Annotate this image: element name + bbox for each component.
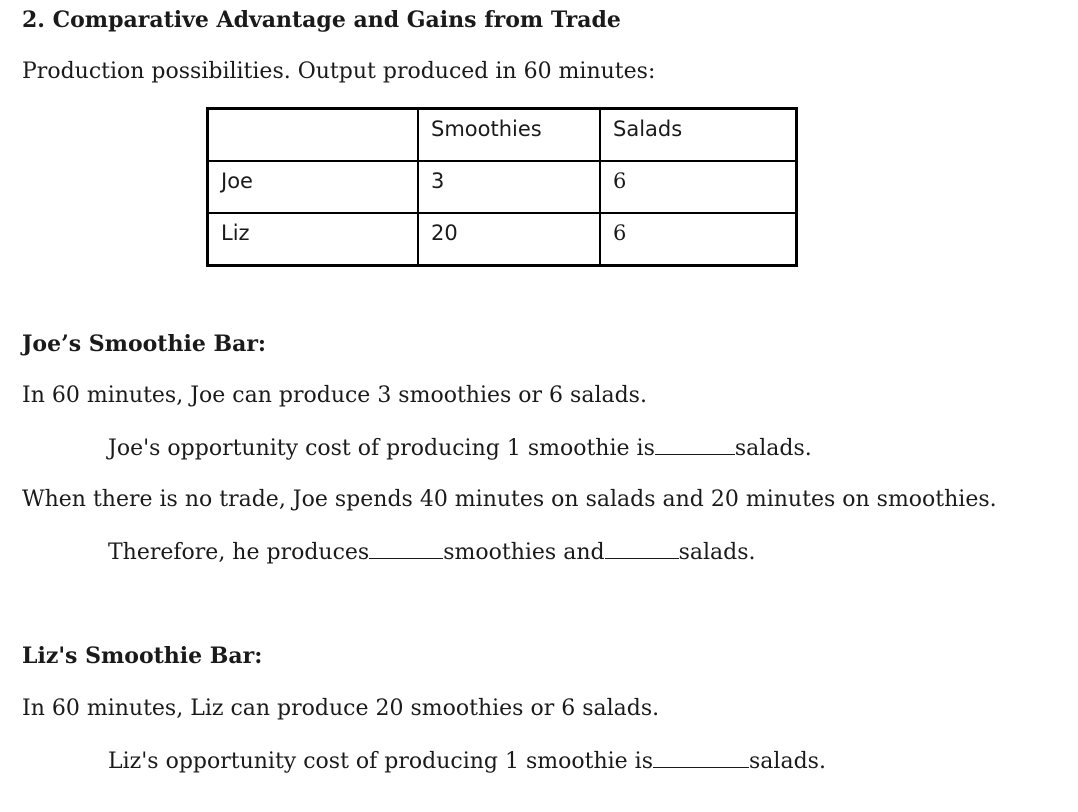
table-header-row: [208, 109, 797, 162]
table-row: [208, 161, 797, 213]
row-name: Liz: [208, 213, 419, 266]
joe-opp-cost-line: [108, 434, 812, 463]
joe-therefore-line: [108, 538, 756, 567]
joe-section-title: Joe’s Smoothie Bar:: [22, 331, 267, 357]
header-cell-smoothies: Smoothies: [418, 109, 600, 162]
liz-capacity-text: In 60 minutes, Liz can produce 20 smoothies or 6 salads.: [22, 696, 660, 721]
row-salads: 6: [600, 161, 797, 213]
table-row: [208, 213, 797, 266]
joe-therefore-middle: smoothies and: [443, 540, 605, 565]
joe-no-trade-text: When there is no trade, Joe spends 40 minutes on salads and 20 minutes on smoothies.: [22, 487, 997, 512]
liz-section-title: Liz's Smoothie Bar:: [22, 643, 263, 669]
header-cell-empty: [208, 109, 419, 162]
row-smoothies: 3: [418, 161, 600, 213]
intro-text: Production possibilities. Output produced in 60 minutes:: [22, 59, 656, 84]
liz-opp-cost-line: [108, 747, 826, 776]
production-table: [206, 107, 798, 267]
row-name: Joe: [208, 161, 419, 213]
joe-capacity-text: In 60 minutes, Joe can produce 3 smoothies or 6 salads.: [22, 383, 647, 408]
joe-therefore-suffix: salads.: [678, 540, 756, 565]
row-salads: 6: [600, 213, 797, 266]
section-heading: 2. Comparative Advantage and Gains from Trade: [22, 7, 621, 33]
joe-therefore-prefix: Therefore, he produces: [108, 540, 370, 565]
joe-smoothies-blank: [369, 538, 443, 559]
joe-opp-cost-suffix: salads.: [734, 436, 812, 461]
header-cell-salads: Salads: [600, 109, 797, 162]
joe-opp-cost-blank: [655, 434, 735, 455]
liz-opp-cost-suffix: salads.: [749, 749, 826, 774]
joe-salads-blank: [605, 538, 679, 559]
liz-opp-cost-prefix: Liz's opportunity cost of producing 1 smoothie is: [108, 749, 654, 774]
row-smoothies: 20: [418, 213, 600, 266]
liz-opp-cost-blank: [653, 747, 749, 768]
joe-opp-cost-prefix: Joe's opportunity cost of producing 1 smoothie is: [108, 436, 655, 461]
